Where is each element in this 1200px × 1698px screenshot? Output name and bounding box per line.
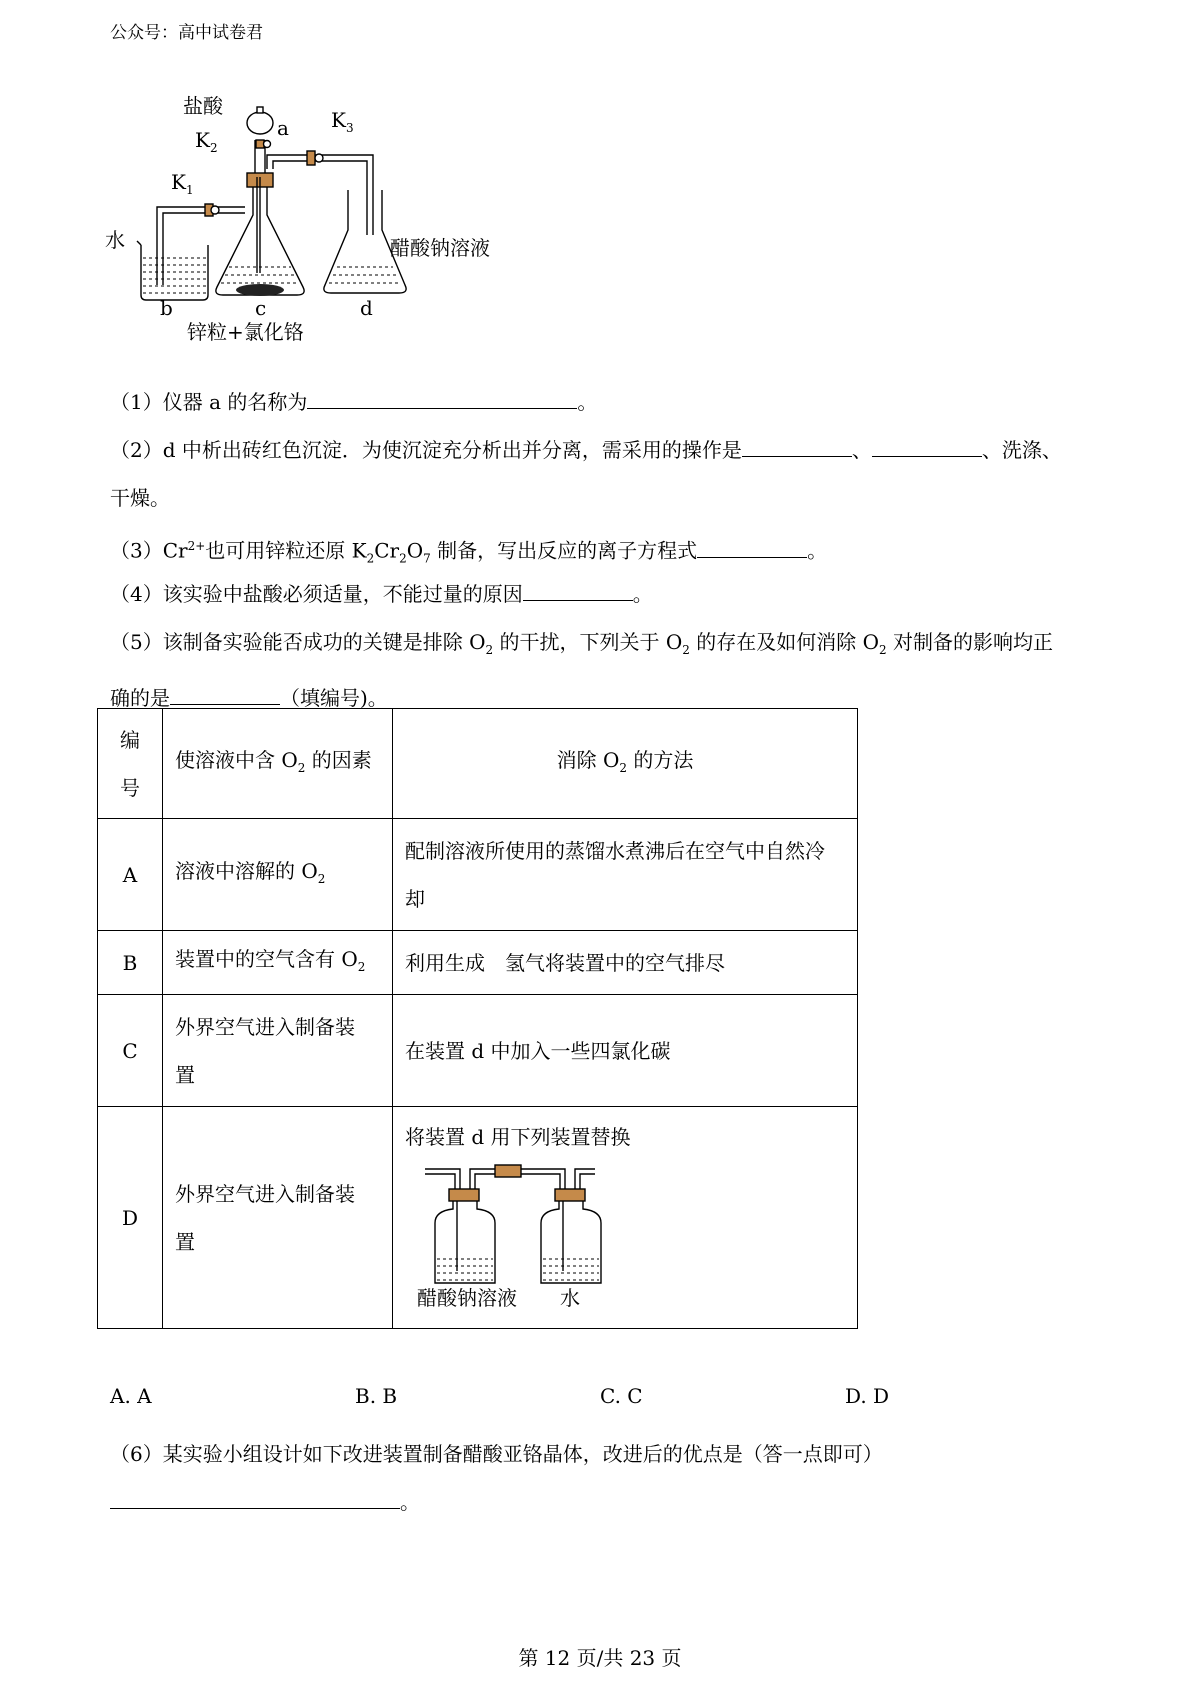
label-sodium-acetate: 醋酸钠溶液: [390, 236, 490, 260]
row-id: A: [98, 819, 163, 931]
label-k3: $K_3$: [331, 108, 354, 135]
row-factor: 外界空气进入制备装 置: [163, 995, 393, 1107]
answer-blank[interactable]: [523, 574, 633, 601]
answer-blank[interactable]: [872, 430, 982, 457]
question-2: （2）d 中析出砖红色沉淀．为使沉淀充分析出并分离，需采用的操作是 、 、洗涤、 干燥。: [110, 426, 1100, 522]
row-id: B: [98, 931, 163, 995]
table-row: [98, 819, 858, 931]
choice-c[interactable]: C. C: [600, 1384, 643, 1408]
label-a: a: [277, 116, 289, 140]
question-6: （6）某实验小组设计如下改进装置制备醋酸亚铬晶体，改进后的优点是（答一点即可） 。: [110, 1442, 883, 1514]
answer-blank[interactable]: [307, 382, 577, 409]
options-table: [97, 708, 858, 1329]
page-number: 第 12 页/共 23 页: [518, 1646, 682, 1670]
header-factor: 使溶液中含 $O_2$ 的因素: [163, 709, 393, 819]
row-method: 配制溶液所使用的蒸馏水煮沸后在空气中自然冷 却: [393, 819, 858, 931]
label-hydrochloric-acid: 盐酸: [183, 95, 223, 118]
apparatus-diagram: [105, 95, 565, 380]
row-method: 在装置 d 中加入一些四氯化碳: [393, 995, 858, 1107]
table-row: [98, 931, 858, 995]
row-method: 利用生成 氢气将装置中的空气排尽: [393, 931, 858, 995]
label-water: 水: [560, 1286, 580, 1310]
row-factor: 外界空气进入制备装 置: [163, 1107, 393, 1329]
choice-b[interactable]: B. B: [355, 1384, 398, 1408]
label-zinc-chromium-chloride: 锌粒+氯化铬: [187, 320, 304, 344]
answer-blank[interactable]: [742, 430, 852, 457]
label-d: d: [360, 296, 373, 320]
question-4: （4）该实验中盐酸必须适量，不能过量的原因 。: [110, 570, 1100, 618]
header-id: 编 号: [98, 709, 163, 819]
question-3: $(3)Cr^{2+}$也可用锌粒还原 $K_2Cr_2O_7$ 制备，写出反应的离子方程式 。: [110, 522, 1100, 583]
table-header-row: [98, 709, 858, 819]
row-id: C: [98, 995, 163, 1107]
row-method: 将装置 d 用下列装置替换 醋酸钠溶液 水: [393, 1107, 858, 1329]
replacement-apparatus-diagram: [405, 1161, 625, 1311]
table-row: [98, 995, 858, 1107]
label-k1: $K_1$: [171, 170, 194, 197]
answer-blank[interactable]: [170, 678, 280, 705]
row-factor: 溶液中溶解的 $O_2$: [163, 819, 393, 931]
question-1: （1）仪器 a 的名称为 。: [110, 378, 1100, 426]
label-b: b: [160, 296, 173, 320]
question-5: （5）该制备实验能否成功的关键是排除 $O_2$ 的干扰，下列关于 $O_2$ 的存在及如何消除 $O_2$ 对制备的影响均正 确的是 （填编号)。: [110, 630, 1054, 710]
row-factor: 装置中的空气含有 $O_2$: [163, 931, 393, 995]
answer-blank[interactable]: [110, 1482, 400, 1509]
label-k2: $K_2$: [195, 128, 218, 155]
choice-a[interactable]: A. A: [110, 1384, 152, 1408]
page-header-source: 公众号：高中试卷君: [110, 23, 263, 43]
table-row: [98, 1107, 858, 1329]
label-water: 水: [105, 228, 125, 252]
label-sodium-acetate: 醋酸钠溶液: [417, 1286, 517, 1310]
header-method: 消除 $O_2$ 的方法: [393, 709, 858, 819]
answer-blank[interactable]: [697, 531, 807, 558]
label-c: c: [255, 296, 267, 320]
row-id: D: [98, 1107, 163, 1329]
choice-d[interactable]: D. D: [845, 1384, 890, 1408]
